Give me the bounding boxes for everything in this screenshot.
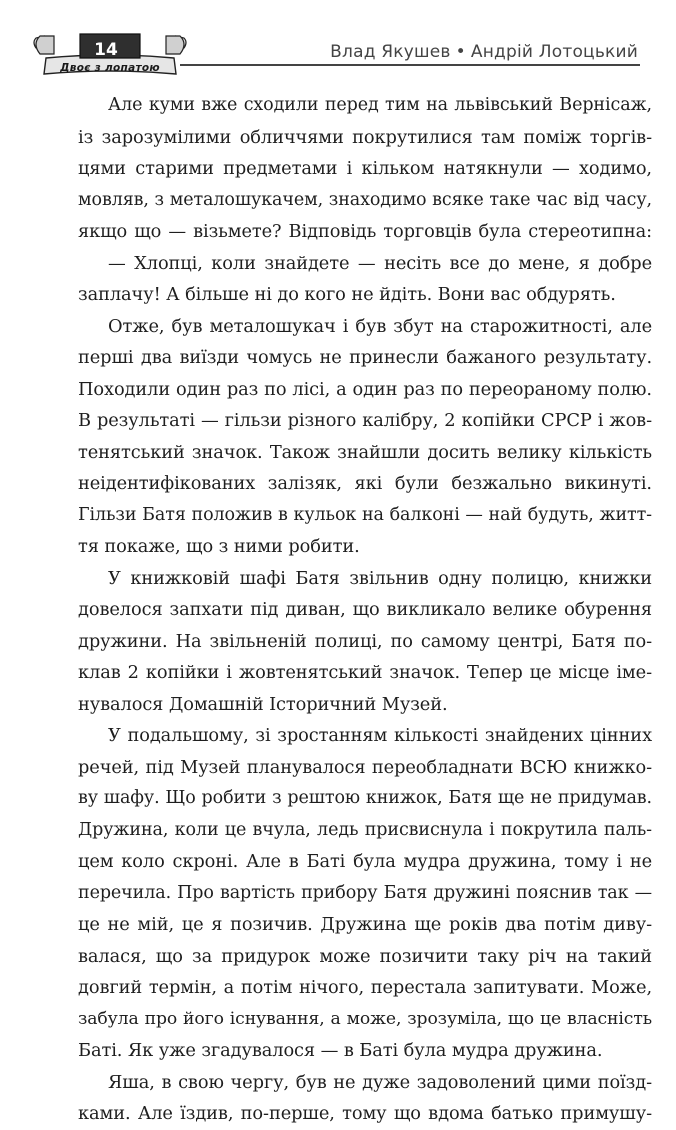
text-line: цем коло скроні. Але в Баті була мудра дружина, тому і не [78, 851, 652, 872]
text-line: ву шафу. Що робити з рештою книжок, Батя ще не придумав. [78, 788, 652, 808]
text-line: дружини. На звільненій полиці, по самому центрі, Батя по- [78, 630, 652, 652]
text-line: Але куми вже сходили перед тим на львівський Вернісаж, [108, 95, 652, 115]
text-line: — Хлопці, коли знайдете — несіть все до мене, я добре [108, 252, 652, 274]
text-line: Гільзи Батя положив в кульок на балконі — най будуть, житт- [78, 504, 652, 525]
text-line: довгий термін, а потім нічого, перестала запитувати. Може, [78, 977, 652, 998]
header-divider [180, 64, 640, 66]
text-line: забула про його існування, а може, зрозуміла, що це власність [78, 1008, 652, 1029]
text-line: неідентифікованих залізяк, які були безжально викинуті. [78, 473, 652, 494]
page-number: 14 [94, 40, 118, 60]
text-line: В результаті — гільзи різного калібру, 2 копійки СРСР і жов- [78, 410, 652, 431]
text-line: Дружина, коли це вчула, ледь присвиснула і покрутила паль- [78, 819, 652, 840]
text-line: речей, під Музей планувалося переобладнати ВСЮ книжко- [78, 756, 652, 778]
author-name: Андрій Лотоцький [470, 42, 638, 62]
text-line: нувалося Домашній Історичний Музей. [78, 693, 448, 715]
text-line: клав 2 копійки і жовтенятський значок. Тепер це місце іме- [78, 662, 652, 683]
text-line: мовляв, з металошукачем, знаходимо всяке таке час від часу, [78, 189, 652, 210]
text-line: перечила. Про вартість прибору Батя дружині пояснив так — [78, 882, 652, 903]
text-line: ками. Але їздив, по-перше, тому що вдома батько примушу- [78, 1103, 652, 1124]
text-line: Походили один раз по лісі, а один раз по переораному полю. [78, 378, 652, 400]
text-line: тенятський значок. Також знайшли досить велику кількість [78, 441, 652, 463]
author-name: Влад Якушев [330, 42, 451, 62]
body-text [78, 90, 652, 1130]
text-line: довелося запхати під диван, що викликало велике обурення [78, 599, 652, 620]
text-line: Баті. Як уже згадувалося — в Баті була мудра дружина. [78, 1040, 603, 1061]
page-header [0, 0, 676, 90]
text-line: тя покаже, що з ними робити. [78, 536, 360, 557]
text-line: Отже, був металошукач і був збут на старожитності, але [108, 315, 652, 337]
text-line: У подальшому, зі зростанням кількості знайдених цінних [108, 725, 652, 746]
text-line: цями старими предметами і кільком натякнули — ходимо, [78, 158, 652, 179]
running-head-authors [330, 42, 638, 62]
text-line: якщо що — візьмете? Відповідь торговців була стереотипна: [78, 221, 652, 242]
text-line: перші два виїзди чомусь не принесли бажаного результату. [78, 347, 652, 368]
text-line: це не мій, це я позичив. Дружина ще років два потім диву- [78, 914, 652, 935]
text-line: У книжковій шафі Батя звільнив одну полицю, книжки [108, 567, 652, 589]
text-line: заплачу! А більше ні до кого не йдіть. Вони вас обдурять. [78, 284, 616, 305]
text-line: Яша, в свою чергу, був не дуже задоволений цими поїзд- [108, 1071, 652, 1093]
series-title: Двоє з лопатою [60, 62, 160, 74]
text-line: валася, що за придурок може позичити таку річ на такий [78, 945, 652, 967]
author-separator: • [455, 42, 466, 62]
text-line: із зарозумілими обличчями покрутилися там поміж торгів- [78, 126, 652, 148]
